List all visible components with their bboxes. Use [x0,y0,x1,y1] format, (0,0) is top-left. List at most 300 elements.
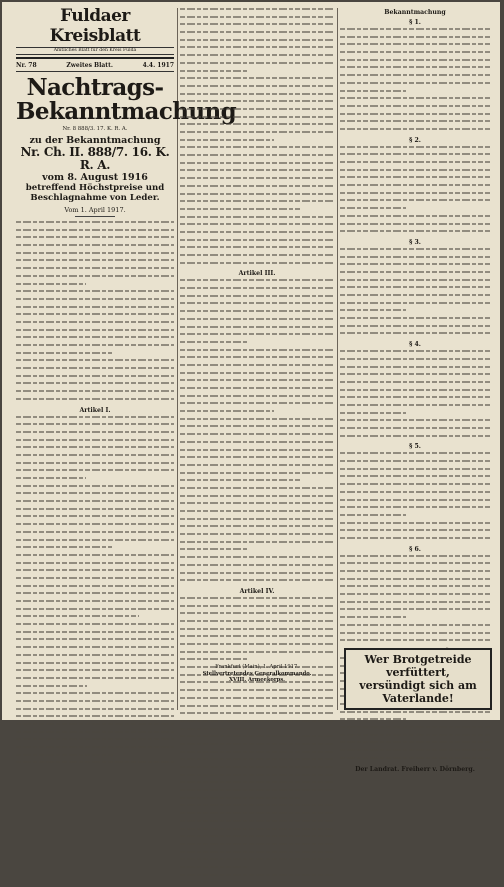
text-line [180,843,334,849]
text-line [180,620,334,626]
text-line [180,39,334,45]
text-line [180,131,334,137]
text-line [16,252,174,258]
text-line [340,309,406,315]
text-line [180,743,334,749]
text-line [180,254,334,260]
text-line [340,491,490,497]
text-line [180,54,334,60]
notice-title-line2: Bekanntmachung [16,98,237,125]
text-line [340,555,490,561]
text-line [16,500,174,506]
section-heading: Artikel III. [238,270,276,278]
text-line [180,193,334,199]
section-heading: § 3. [409,238,421,246]
text-line [180,774,334,780]
text-line [180,579,334,585]
text-line [16,313,174,319]
text-line [340,529,490,535]
text-line [180,387,334,393]
text-line [16,708,174,714]
text-line [16,600,174,606]
text-line [340,632,490,638]
text-line [340,36,490,42]
text-line [340,28,490,34]
text-line [340,317,490,323]
text-line [340,711,490,717]
issue-line [16,61,174,72]
text-line [16,446,174,452]
footer-corps: XVIII. Armeekorps. [229,677,285,683]
text-line [180,379,334,385]
text-line [340,169,490,175]
text-line [180,418,334,424]
text-line [16,390,174,396]
text-line [340,373,490,379]
text-line [340,562,490,568]
text-line [340,199,490,205]
text-line [180,510,334,516]
text-line [180,123,334,129]
text-line [16,439,174,445]
text-line [16,367,174,373]
text-line [180,728,274,734]
text-line [16,244,174,250]
slogan-line-1: Wer Brotgetreide verfüttert, [364,653,472,679]
text-line [340,624,490,630]
text-line [340,120,490,126]
column-rule [337,8,338,710]
text-line [180,139,274,145]
text-line [180,326,334,332]
text-line [180,223,334,229]
text-line [340,263,490,269]
text-line [16,738,174,744]
text-line [340,153,490,159]
column-1-body [16,221,174,767]
text-line [180,720,334,726]
text-line [180,541,334,547]
text-line [340,302,490,308]
text-line [340,389,490,395]
column-1 [16,6,237,714]
text-line [180,628,334,634]
text-line [340,460,490,466]
text-line [16,477,86,483]
text-line [180,533,334,539]
text-line [340,757,490,763]
text-line [16,554,174,560]
text-line [340,82,490,88]
text-line [340,207,406,213]
text-line [180,262,334,268]
text-line [16,344,174,350]
column-2 [180,6,334,714]
text-line [16,654,174,660]
text-line [16,592,174,598]
text-line [180,564,334,570]
text-line [16,685,87,691]
text-line [180,185,334,191]
text-line [180,364,334,370]
text-line [180,70,248,76]
text-line [340,366,490,372]
text-line [180,858,334,864]
text-line [340,570,490,576]
text-line [180,548,249,554]
text-line [340,427,490,433]
text-line [16,546,112,552]
text-line [180,495,334,501]
text-line [180,295,334,301]
text-line [340,412,406,418]
text-line [340,279,490,285]
notice-subtitle-3: vom 8. August 1916 [42,172,148,183]
text-line [16,646,174,652]
slogan-line-2: versündigt sich am Vaterlande! [359,679,477,705]
notice-subtitle-4b: Beschlagnahme von Leder. [30,193,160,203]
text-line [180,169,334,175]
text-line [180,881,334,887]
text-line [340,192,490,198]
text-line [16,669,174,675]
text-line [180,100,334,106]
text-line [16,352,112,358]
text-line [16,259,174,265]
newspaper-page [2,2,500,773]
text-line [340,514,406,520]
text-line [340,616,406,622]
text-line [180,302,334,308]
text-line [180,751,334,757]
text-line [340,43,490,49]
text-line [16,416,174,422]
text-line [16,662,174,668]
text-line [180,597,334,603]
text-line [340,734,490,740]
text-line [180,502,334,508]
text-line [180,605,334,611]
notice-title-line1: Nachtrags- [26,74,164,101]
text-line [180,712,334,718]
text-line [16,754,114,760]
text-line [340,483,490,489]
text-line [180,525,334,531]
text-line [180,851,334,857]
text-line [16,229,174,235]
text-line [340,381,490,387]
issue-sheet: Zweites Blatt. [66,62,113,69]
text-line [340,522,490,528]
section-heading: § 5. [409,443,421,451]
text-line [16,746,174,752]
text-line [180,372,334,378]
text-line [180,154,334,160]
text-line [340,294,490,300]
text-line [340,578,490,584]
text-line [16,623,174,629]
text-line [180,85,334,91]
text-line [180,146,334,152]
text-line [16,515,174,521]
text-line [180,8,334,14]
text-line [180,556,334,562]
text-line [180,820,334,826]
text-line [180,804,334,810]
text-line [340,358,490,364]
text-line [340,74,490,80]
text-line [16,221,174,227]
text-line [180,635,334,641]
text-line [16,454,174,460]
text-line [180,16,334,22]
text-line [180,231,334,237]
text-line [16,700,174,706]
text-line [340,601,490,607]
text-line [340,184,490,190]
text-line [340,396,490,402]
section-heading: Artikel I. [79,406,111,414]
text-line [180,287,334,293]
text-line [180,472,334,478]
text-line [16,531,174,537]
text-line [180,402,334,408]
text-line [180,651,334,657]
text-line [16,608,174,614]
text-line [16,236,174,242]
section-heading: § 6. [409,545,421,553]
text-line [340,51,490,57]
text-line [180,689,334,695]
text-line [16,677,174,683]
text-line [340,59,490,65]
text-line [340,176,490,182]
text-line [16,462,174,468]
masthead [16,6,174,59]
issue-number: Nr. 78 [16,62,37,69]
text-line [180,487,334,493]
text-line [340,468,490,474]
text-line [180,797,300,803]
text-line [16,508,174,514]
text-line [340,435,490,441]
text-line [16,267,174,273]
text-line [16,569,174,575]
text-line [340,593,490,599]
section-heading: § 1. [409,19,421,26]
text-line [180,318,334,324]
text-line [180,162,334,168]
text-line [180,116,334,122]
text-line [180,758,334,764]
text-line [180,705,334,711]
text-line [16,731,174,737]
text-line [16,638,174,644]
text-line [16,469,174,475]
text-line [180,464,334,470]
text-line [340,256,490,262]
text-line [180,828,334,834]
slogan-box [344,648,492,710]
text-line [16,485,174,491]
notice-subtitle-1: zu der Bekanntmachung [29,135,161,146]
text-line [16,423,174,429]
text-line [16,359,174,365]
text-line [180,200,334,206]
text-line [16,539,174,545]
text-line [340,639,490,645]
notice-date: Vom 1. April 1917. [16,206,174,217]
text-line [180,866,249,872]
text-line [340,97,490,103]
text-line [180,456,334,462]
text-line [340,66,490,72]
text-line [180,46,334,52]
text-line [180,410,274,416]
text-line [340,161,490,167]
text-line [16,631,174,637]
text-line [16,283,86,289]
text-line [340,325,490,331]
text-line [180,395,334,401]
text-line [180,177,334,183]
text-line [180,216,334,222]
newspaper-name: Fuldaer Kreisblatt [49,6,141,46]
text-line [16,431,174,437]
text-line [340,741,490,747]
text-line [180,62,334,68]
newspaper-subline: Amtliches Blatt für den Kreis Fulda [16,47,174,55]
text-line [180,93,334,99]
text-line [340,350,490,356]
text-line [340,506,490,512]
text-line [340,585,490,591]
text-line [180,441,334,447]
text-line [180,341,248,347]
text-line [340,215,490,221]
text-line [180,356,334,362]
text-line [16,382,174,388]
text-line [180,246,334,252]
section-heading: § 2. [409,136,421,144]
text-line [180,349,334,355]
text-line [16,492,174,498]
text-line [16,715,174,721]
text-line [180,433,334,439]
text-line [180,766,334,772]
text-line [16,290,174,296]
text-line [180,77,334,83]
text-line [180,23,334,29]
notice-title [16,74,237,125]
column-2-body [180,8,334,887]
text-line [340,230,490,236]
text-line [180,310,334,316]
issue-date: 4.4. 1917 [142,62,174,69]
text-line [340,146,490,152]
text-line [16,336,174,342]
text-line [340,248,490,254]
text-line [340,749,490,755]
text-line [340,271,490,277]
text-line [180,449,334,455]
text-line [180,735,334,741]
footer-place: Frankfurt (Main), 1. April 1917. [215,664,299,670]
text-line [180,479,300,485]
text-line [340,452,490,458]
text-line [16,321,174,327]
text-line [340,537,490,543]
text-line [180,518,334,524]
text-line [16,562,174,568]
notice-subtitle-2: Nr. Ch. II. 888/7. 16. K. R. A. [20,145,170,172]
text-line [340,113,490,119]
text-line [180,835,334,841]
section-heading: § 4. [409,341,421,349]
text-line [340,128,490,134]
text-line [16,615,139,621]
text-line [16,577,174,583]
text-line [16,723,174,729]
text-line [180,333,334,339]
text-line [340,286,490,292]
text-line [340,608,490,614]
text-line [16,523,174,529]
issuer-footer [182,664,332,684]
text-line [180,31,334,37]
section-heading: Artikel IV. [239,587,275,595]
text-line [340,499,490,505]
footer-office: Stellvertretendes Generalkommando. [202,670,312,677]
text-line [180,279,334,285]
text-line [16,692,174,698]
text-line [340,419,490,425]
text-line [16,298,174,304]
text-line [340,475,490,481]
text-line [180,612,334,618]
text-line [180,643,334,649]
text-line [340,404,490,410]
text-line [180,697,334,703]
text-line [340,718,406,724]
text-line [340,105,490,111]
text-line [340,90,406,96]
column-3-heading: Bekanntmachung [384,9,446,16]
text-line [180,781,334,787]
text-line [16,275,174,281]
signature: Der Landrat. Freiherr v. Dörnberg. [355,765,475,773]
text-line [340,223,490,229]
text-line [16,306,174,312]
text-line [180,108,334,114]
text-line [180,425,334,431]
text-line [16,585,174,591]
text-line [180,208,300,214]
text-line [16,761,174,767]
text-line [180,874,334,880]
notice-subtitle-4a: betreffend Höchstpreise und [25,183,165,193]
text-line [16,329,174,335]
notice-reference: Nr. 8 888/3. 17. K. R. A. [62,126,128,132]
text-line [340,726,490,732]
text-line [180,572,334,578]
text-line [340,332,490,338]
text-line [16,398,174,404]
text-line [16,375,174,381]
text-line [180,789,334,795]
text-line [180,239,334,245]
text-line [180,812,334,818]
